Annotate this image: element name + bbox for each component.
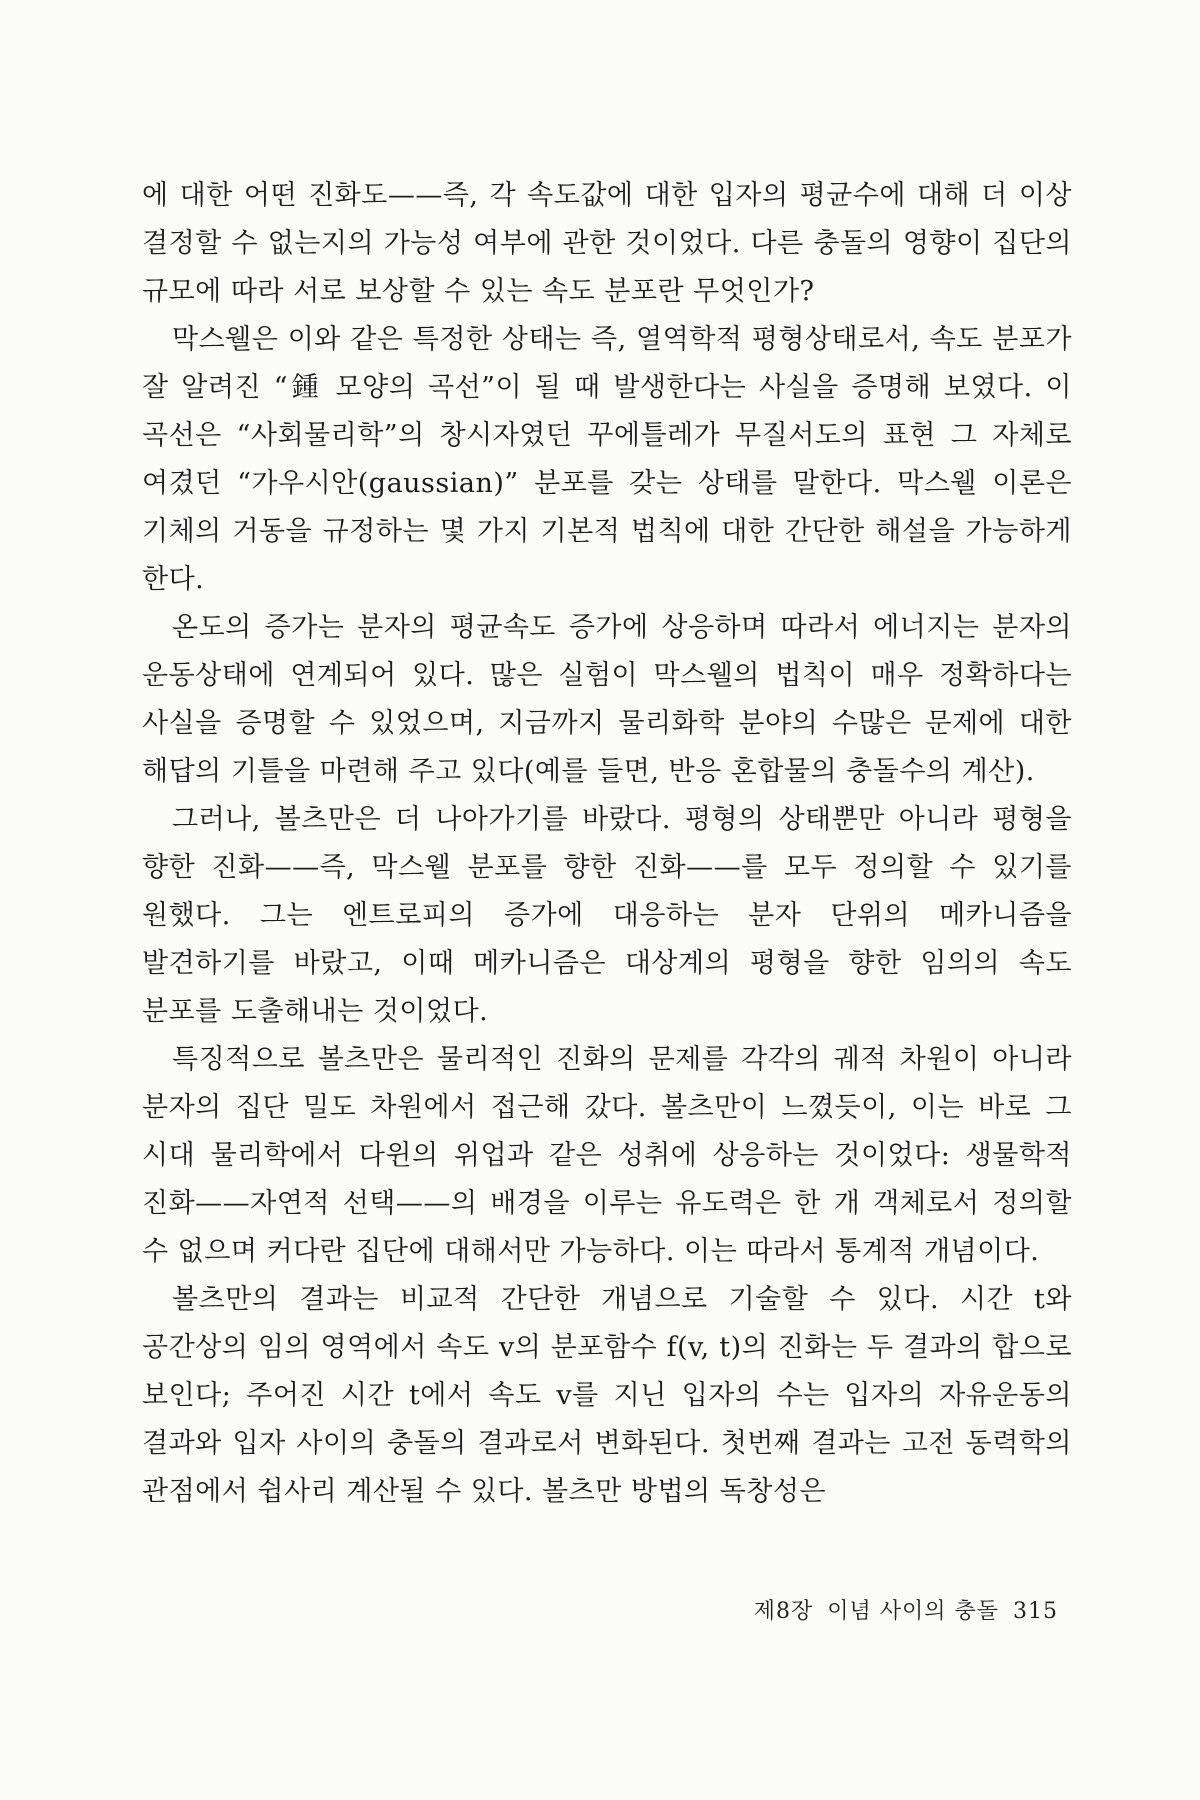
paragraph-2: 막스웰은 이와 같은 특정한 상태는 즉, 열역학적 평형상태로서, 속도 분포가 잘 알려진 “鍾 모양의 곡선”이 될 때 발생한다는 사실을 증명해 보였다. 이 곡선은 “사회물리학”의 창시자였던 꾸에틀레가 무질서도의 표현 그 자체로 여겼던 “가우시안(gaussian)” 분포를 갖는 상태를 말한다. 막스웰 이론은 기체의 거동을 규정하는 몇 가지 기본적 법칙에 대한 간단한 해설을 가능하게 한다. [142, 324, 1072, 595]
paragraph-3: 온도의 증가는 분자의 평균속도 증가에 상응하며 따라서 에너지는 분자의 운동상태에 연계되어 있다. 많은 실험이 막스웰의 법칙이 매우 정확하다는 사실을 증명할 수 있었으며, 지금까지 물리화학 분야의 수많은 문제에 대한 해답의 기틀을 마련해 주고 있다(예를 들면, 반응 혼합물의 충돌수의 계산). [142, 612, 1072, 787]
paragraph-5: 특징적으로 볼츠만은 물리적인 진화의 문제를 각각의 궤적 차원이 아니라 분자의 집단 밀도 차원에서 접근해 갔다. 볼츠만이 느꼈듯이, 이는 바로 그 시대 물리학에서 다윈의 위업과 같은 성취에 상응하는 것이었다: 생물학적 진화——자연적 선택——의 배경을 이루는 유도력은 한 개 객체로서 정의할 수 없으며 커다란 집단에 대해서만 가능하다. 이는 따라서 통계적 개념이다. [142, 1044, 1072, 1267]
chapter-label: 제8장 [753, 1599, 814, 1624]
body-text [142, 172, 1072, 1516]
paragraph-1: 에 대한 어떤 진화도——즉, 각 속도값에 대한 입자의 평균수에 대해 더 이상 결정할 수 없는지의 가능성 여부에 관한 것이었다. 다른 충돌의 영향이 집단의 규모에 따라 서로 보상할 수 있는 속도 분포란 무엇인가? [142, 180, 1072, 307]
chapter-title: 이념 사이의 충돌 [827, 1599, 999, 1624]
paragraph-6: 볼츠만의 결과는 비교적 간단한 개념으로 기술할 수 있다. 시간 t와 공간상의 임의 영역에서 속도 v의 분포함수 f(v, t)의 진화는 두 결과의 합으로 보인다; 주어진 시간 t에서 속도 v를 지닌 입자의 수는 입자의 자유운동의 결과와 입자 사이의 충돌의 결과로서 변화된다. 첫번째 결과는 고전 동력학의 관점에서 쉽사리 계산될 수 있다. 볼츠만 방법의 독창성은 [142, 1284, 1072, 1507]
paragraph-4: 그러나, 볼츠만은 더 나아가기를 바랐다. 평형의 상태뿐만 아니라 평형을 향한 진화——즉, 막스웰 분포를 향한 진화——를 모두 정의할 수 있기를 원했다. 그는 엔트로피의 증가에 대응하는 분자 단위의 메카니즘을 발견하기를 바랐고, 이때 메카니즘은 대상계의 평형을 향한 임의의 속도 분포를 도출해내는 것이었다. [142, 804, 1072, 1027]
page-number: 315 [1013, 1599, 1058, 1624]
running-footer [740, 1594, 1058, 1625]
